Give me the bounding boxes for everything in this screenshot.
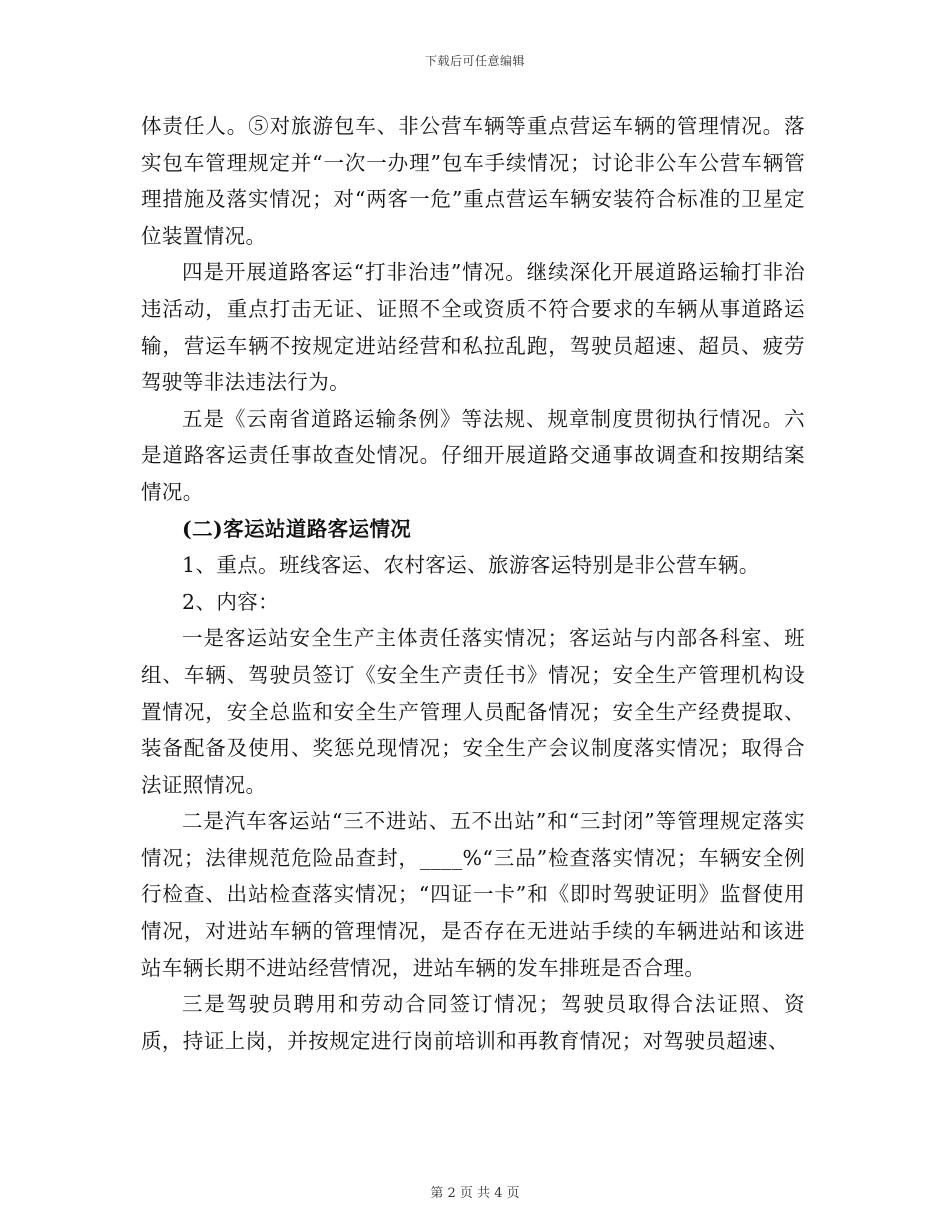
paragraph-content-label: 2、内容：: [182, 589, 280, 614]
document-body: [141, 108, 805, 1059]
paragraph-item-four: 四是开展道路客运“打非治违”情况。继续深化开展道路运输打非治违活动，重点打击无证、证照不全或资质不符合要求的车辆从事道路运输，营运车辆不按规定进站经营和私拉乱跑，驾驶员超速、超员、疲劳驾驶等非法违法行为。: [141, 260, 805, 395]
page-footer: 第 2 页 共 4 页: [430, 1186, 520, 1201]
paragraph-item-three: 三是驾驶员聘用和劳动合同签订情况；驾驶员取得合法证照、资质，持证上岗，并按规定进行岗前培训和再教育情况；对驾驶员超速、: [141, 992, 805, 1053]
paragraph-continuation: 体责任人。⑤对旅游包车、非公营车辆等重点营运车辆的管理情况。落实包车管理规定并“一次一办理”包车手续情况；讨论非公车公营车辆管理措施及落实情况；对“两客一危”重点营运车辆安装符合标准的卫星定位装置情况。: [141, 114, 805, 248]
paragraph-item-five-six: 五是《云南省道路运输条例》等法规、规章制度贯彻执行情况。六是道路客运责任事故查处情况。仔细开展道路交通事故调查和按期结案情况。: [141, 406, 805, 504]
paragraph-item-one: 一是客运站安全生产主体责任落实情况；客运站与内部各科室、班组、车辆、驾驶员签订《安全生产责任书》情况；安全生产管理机构设置情况，安全总监和安全生产管理人员配备情况；安全生产经费提取、装备配备及使用、奖惩兑现情况；安全生产会议制度落实情况；取得合法证照情况。: [141, 626, 805, 797]
paragraph-focus: 1、重点。班线客运、农村客运、旅游客运特别是非公营车辆。: [182, 553, 760, 578]
page-header: 下载后可任意编辑: [424, 54, 525, 68]
paragraph-item-two: 二是汽车客运站“三不进站、五不出站”和“三封闭”等管理规定落实情况；法律规范危险品查封，____%“三品”检查落实情况；车辆安全例行检查、出站检查落实情况；“四证一卡”和《即时驾驶证明》监督使用情况，对进站车辆的管理情况，是否存在无进站手续的车辆进站和该进站车辆长期不进站经营情况，进站车辆的发车排班是否合理。: [141, 809, 805, 980]
section-heading: (二)客运站道路客运情况: [182, 516, 412, 541]
